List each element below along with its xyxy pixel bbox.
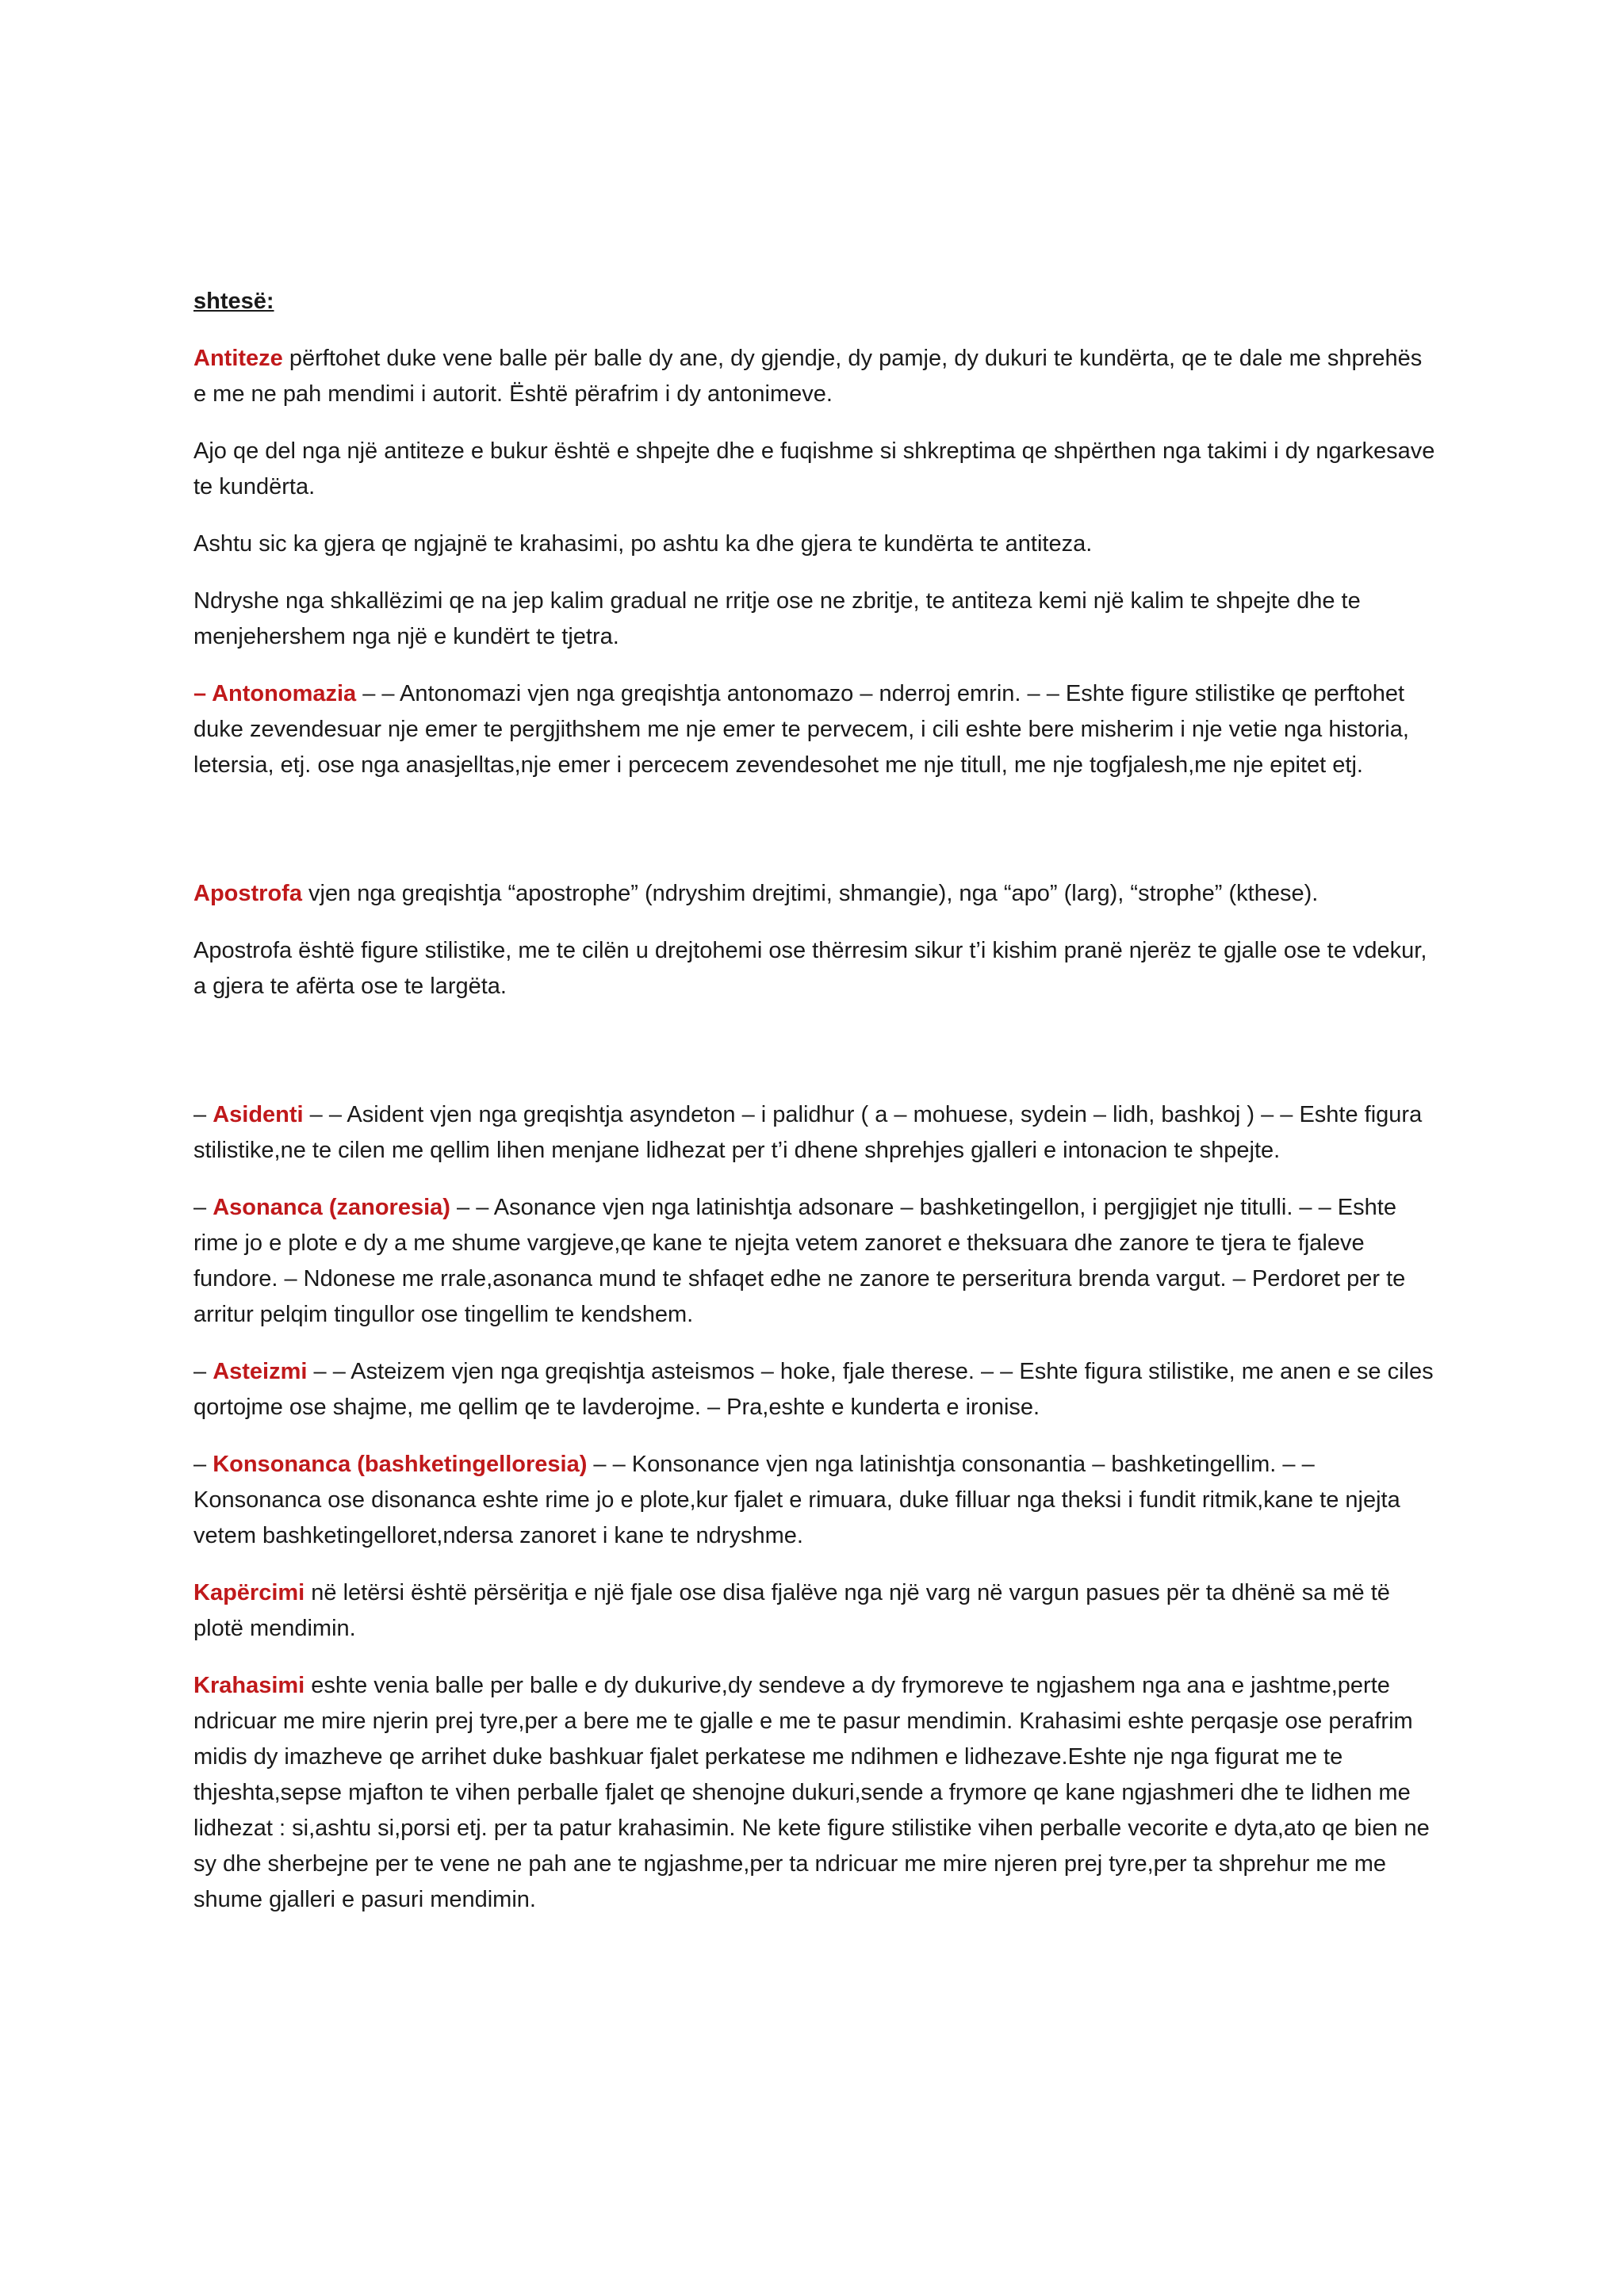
paragraph-prefix: – [193,1195,213,1220]
term-apostrofa: Apostrofa [193,881,302,906]
paragraph-prefix: – [193,1359,213,1384]
paragraph-kapercimi [193,1575,1438,1647]
paragraph-text: në letërsi është përsëritja e një fjale ose disa fjalëve nga një varg në vargun pasues për ta dhënë sa më të plotë mendimin. [193,1580,1390,1641]
term-antiteze: Antiteze [193,346,283,371]
paragraph-asonanca [193,1190,1438,1333]
paragraph-antiteze-4 [193,584,1438,655]
paragraph-asteizmi [193,1354,1438,1425]
paragraph-text: vjen nga greqishtja “apostrophe” (ndryshim drejtimi, shmangie), nga “apo” (larg), “strophe” (kthese). [301,881,1319,906]
paragraph-text: – – Asonance vjen nga latinishtja adsonare – bashketingellon, i pergjigjet nje titulli. – – Eshte rime jo e plote e dy a me shume vargjeve,qe kane te njejta vetem zanoret e theksuara dhe zanore te tjera te fjaleve fundore. – Ndonese me rrale,asonanca mund te shfaqet edhe ne zanore te perseritura brenda vargut. – Perdoret per te arritur pelqim tingullor ose tingellim te kendshem. [193,1195,1406,1327]
paragraph-prefix: – [193,1102,213,1127]
paragraph-text: – – Asident vjen nga greqishtja asyndeton – i palidhur ( a – mohuese, sydein – lidh, bashkoj ) – – Eshte figura stilistike,ne te cilen me qellim lihen menjane lidhezat per t’i dhene shprehjes gjalleri e intonacion te shpejte. [193,1102,1423,1163]
paragraph-text: eshte venia balle per balle e dy dukurive,dy sendeve a dy frymoreve te ngjashem nga ana e jashtme,perte ndricuar me mire njerin prej tyre,per a bere me te gjalle e me te pasur mendimin. Krahasimi eshte perqasje ose perafrim midis dy imazheve qe arrihet duke bashkuar fjalet perkatese me ndihmen e lidhezave.Eshte nje nga figurat me te thjeshta,sepse mjafton te vihen perballe fjalet qe shenojne dukuri,sende a frymore qe kane ngjashmeri dhe te lidhen me lidhezat : si,ashtu si,porsi etj. per ta patur krahasimin. Ne kete figure stilistike vihen perballe vecorite e dyta,ato qe bien ne sy dhe sherbejne per te vene ne pah ane te ngjashme,per ta ndricuar me mire njeren prej tyre,per ta shprehur me me shume gjalleri e pasuri mendimin. [193,1673,1430,1912]
paragraph-krahasimi [193,1668,1438,1918]
paragraph-apostrofa [193,876,1438,912]
paragraph-antiteze [193,341,1438,412]
term-asonanca: Asonanca (zanoresia) [213,1195,450,1220]
paragraph-text: Apostrofa është figure stilistike, me te cilën u drejtohemi ose thërresim sikur t’i kishim pranë njerëz te gjalle ose te vdekur, a gjera te afërta ose te largëta. [193,938,1427,999]
term-kapercimi: Kapërcimi [193,1580,305,1605]
paragraph-text: Ajo qe del nga një antiteze e bukur është e shpejte dhe e fuqishme si shkreptima qe shpërthen nga takimi i dy ngarkesave te kundërta. [193,438,1435,499]
term-asteizmi: Asteizmi [213,1359,308,1384]
paragraph-konsonanca [193,1447,1438,1554]
paragraph-asidenti [193,1097,1438,1169]
term-krahasimi: Krahasimi [193,1673,305,1698]
paragraph-prefix: – [193,1452,213,1477]
term-asidenti: Asidenti [213,1102,304,1127]
section-heading: shtesë: [193,289,274,314]
paragraph-antiteze-3 [193,526,1438,562]
paragraph-text: – – Asteizem vjen nga greqishtja asteismos – hoke, fjale therese. – – Eshte figura stilistike, me anen e se ciles qortojme ose shajme, me qellim qe te lavderojme. – Pra,eshte e kunderta e ironise. [193,1359,1434,1420]
paragraph-antiteze-2 [193,434,1438,505]
paragraph-text: Ashtu sic ka gjera qe ngjajnë te krahasimi, po ashtu ka dhe gjera te kundërta te antiteza. [193,531,1093,557]
paragraph-text: përftohet duke vene balle për balle dy ane, dy gjendje, dy pamje, dy dukuri te kundërta, qe te dale me shprehës e me ne pah mendimi i autorit. Është përafrim i dy antonimeve. [193,346,1423,407]
paragraph-text: Ndryshe nga shkallëzimi qe na jep kalim gradual ne rritje ose ne zbritje, te antiteza kemi një kalim te shpejte dhe te menjehershem nga një e kundërt te tjetra. [193,588,1361,649]
paragraph-text: – – Antonomazi vjen nga greqishtja antonomazo – nderroj emrin. – – Eshte figure stilistike qe perftohet duke zevendesuar nje emer te pergjithshem me nje emer te pervecem, i cili eshte bere misherim i nje vetie nga historia, letersia, etj. ose nga anasjelltas,nje emer i percecem zevendesohet me nje titull, me nje togfjalesh,me nje epitet etj. [193,681,1409,778]
term-antonomazia: – Antonomazia [193,681,357,706]
term-konsonanca: Konsonanca (bashketingelloresia) [213,1452,588,1477]
document-body [193,284,1438,1939]
paragraph-antonomazia [193,676,1438,783]
paragraph-apostrofa-2 [193,933,1438,1004]
paragraph-text: – – Konsonance vjen nga latinishtja consonantia – bashketingellim. – – Konsonanca ose disonanca eshte rime jo e plote,kur fjalet e rimuara, duke filluar nga theksi i fundit ritmik,kane te njejta vetem bashketingelloret,ndersa zanoret i kane te ndryshme. [193,1452,1400,1548]
